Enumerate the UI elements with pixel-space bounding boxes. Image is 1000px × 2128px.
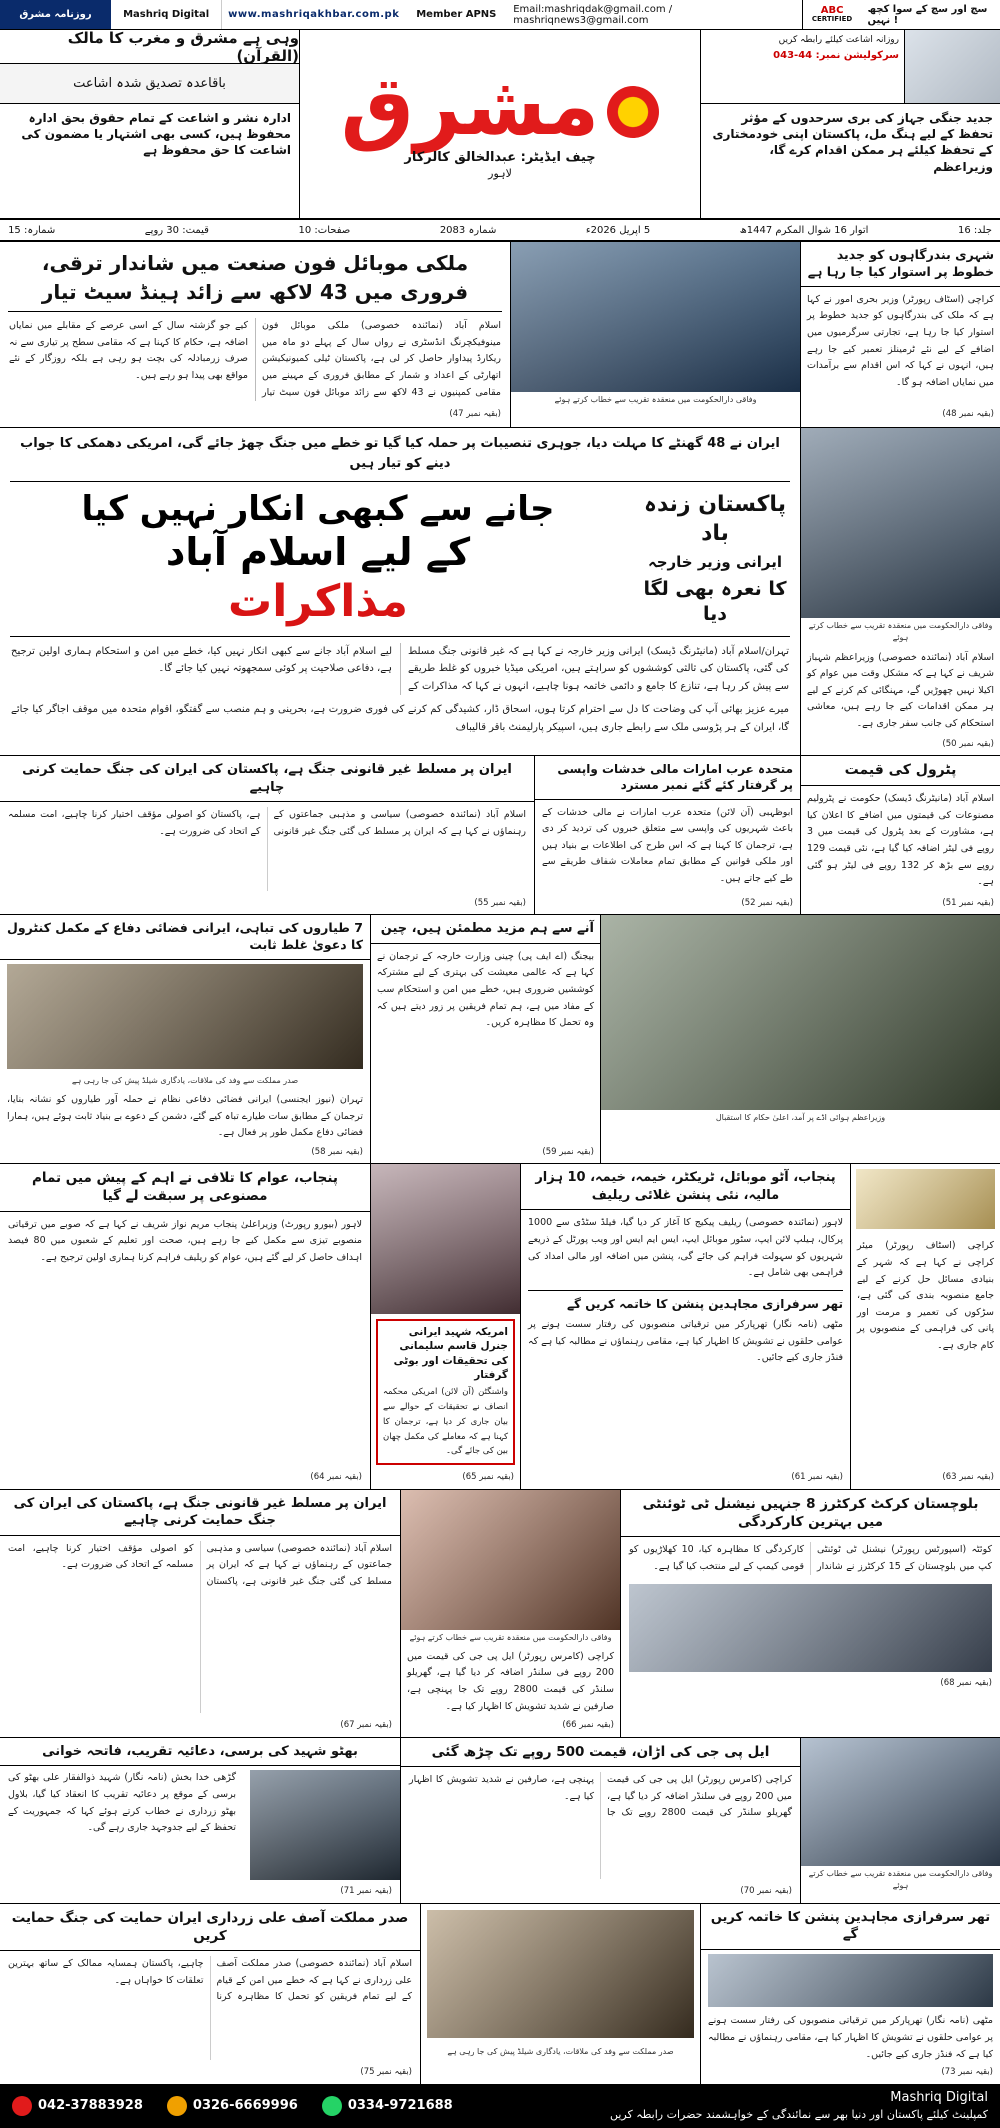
footer-bar [0,2084,1000,2128]
navy-headline: شہری بندرگاہوں کو جدید خطوط پر استوار کیا جا رہا ہے [801,242,1000,287]
meeting2-photo [427,1910,694,2038]
footer-brand: Mashriq Digital [890,2089,988,2105]
china-body: بیجنگ (اے ایف پی) چینی وزارت خارجہ کے ترجمان نے کہا ہے کہ عالمی معیشت کی بہتری کے لیے مشترکہ کوششیں ضروری ہیں، خطے میں امن و استحکام سب کے مفاد میں ہے، ہم تمام فریقین پر زور دیتے ہیں کہ وہ تحمل کا مظاہرہ کریں۔ [377,950,594,1029]
masthead [0,30,1000,220]
portrait-ref: (بقیہ نمبر 65) [462,1472,514,1483]
navy-body: کراچی (اسٹاف رپورٹر) وزیر بحری امور نے کہا ہے کہ ملک کی بندرگاہوں کو جدید خطوط پر استوار کیا جا رہا ہے، تجارتی سرگرمیوں میں اضافے کے لیے نئے ٹرمینلز تعمیر کیے جا رہے ہیں، انہوں نے کہا کہ اس اقدام سے برآمدات میں نمایاں اضافہ ہو گا۔ [807,293,994,388]
gulf-headline: ایران پر مسلط غیر قانونی جنگ ہے، پاکستان کی ایران کی جنگ حمایت کرنی چاہیے [0,756,534,802]
president-block [0,1904,420,2084]
mobile-industry-headline: ملکی موبائل فون صنعت میں شاندار ترقی، فروری میں 43 لاکھ سے زائد ہینڈ سیٹ تیار [41,251,469,304]
red-box-headline: امریکہ شہید ایرانی جنرل قاسم سلیمانی کی تحقیقات اور بوٹی گرفتار [393,1326,508,1381]
abc-line-2: CERTIFIED [811,15,853,24]
lead-slogan-3: کا نعرہ بھی لگا دیا [643,578,787,625]
uae-headline: متحدہ عرب امارات مالی خدشات واپسی پر گرفتار کئے گئے نمبر مسترد [535,756,800,799]
masthead-left [700,30,1000,218]
lead-side-ref: (بقیہ نمبر 50) [942,738,994,749]
conference-photo-caption: وفاقی دارالحکومت میں منعقدہ تقریب سے خطاب کرتے ہوئے [808,1868,993,1890]
abc-certified-badge [802,0,862,29]
iran-law-body: اسلام آباد (نمائندہ خصوصی) سیاسی و مذہبی جماعتوں کے رہنماؤں نے کہا ہے کہ ایران پر مسلط کی گئی جنگ غیر قانونی ہے، پاکستان کو اصولی مؤقف اختیار کرنا چاہیے، امت مسلمہ کے اتحاد کی ضرورت ہے۔ [8,1542,392,1588]
uae-body: ابوظہبی (آن لائن) متحدہ عرب امارات نے مالی خدشات کے باعث شہریوں کی واپسی سے متعلق خبروں کی تردید کر دی ہے، ترجمان کا کہنا ہے کہ اس طرح کی اطلاعات بے بنیاد ہیں اور ملکی قوانین کے مطابق تمام معاملات شفاف طریقے سے طے کیے جاتے ہیں۔ [542,806,793,884]
portrait-block [370,1164,520,1489]
bilawal-headline: بھٹو شہید کی برسی، دعائیہ تقریب، فاتحہ خوانی [0,1738,400,1767]
ceremony-photo-block [510,242,800,427]
tharparkar-block [700,1904,1000,2084]
tharparkar-ref: (بقیہ نمبر 73) [941,2067,993,2078]
balochistan-ref: (بقیہ نمبر 68) [940,1678,992,1689]
issue-number: شمارہ: 15 [8,224,56,236]
top-slogan: سچ اور سچ کے سوا کچھ نہیں ! [861,0,1000,29]
band-defence [0,242,1000,428]
top-bar [0,0,1000,30]
president-headline: صدر مملکت آصف علی زرداری ایران حمایت کی جنگ حمایت کریں [0,1904,420,1951]
phone-icon [12,2096,32,2116]
masthead-ad-phone: سرکولیشن نمبر: 44-043 [773,49,899,61]
band-mid-photos [0,915,1000,1164]
aircraft-headline: 7 طیاروں کی تباہی، ایرانی فضائی دفاع کے مکمل کنٹرول کا دعویٰ غلط ثابت [0,915,370,960]
lead-side-body: اسلام آباد (نمائندہ خصوصی) وزیراعظم شہباز شریف نے کہا ہے کہ مشکل وقت میں عوام کو اکیلا نہیں چھوڑیں گے، مہنگائی کم کرنے کے لیے ہر ممکن اقدامات کیے جا رہے ہیں، معاشی استحکام کی جانب سفر جاری ہے۔ [807,651,994,730]
masthead-center [300,30,700,218]
petrol-ref: (بقیہ نمبر 51) [942,897,994,908]
red-box-story [376,1319,515,1465]
balochistan-headline: بلوچستان کرکٹ کرکٹرز 8 جنہیں نیشنل ٹی ٹوئنٹی میں بہترین کارکردگی [621,1490,1000,1537]
relief-block [520,1164,850,1489]
relief-ad-block [850,1164,1000,1489]
lead-side-slogans [640,491,790,627]
red-box-body: واشنگٹن (آن لائن) امریکی محکمہ انصاف نے تحقیقات کے حوالے سے بیان جاری کر دیا ہے، ترجمان کا کہنا ہے کہ معاملے کی مکمل چھان بین کی جائے گی۔ [383,1386,508,1457]
email-link[interactable]: Email:mashriqdak@gmail.com / mashriqnews3@gmail.com [513,3,673,26]
tharparkar-headline: تھر سرفرازی مجاہدین پنشن کا خاتمہ کریں گے [701,1904,1000,1950]
meeting-photo [7,964,363,1069]
masthead-title: مشرق [340,59,600,155]
navy-ref: (بقیہ نمبر 48) [942,409,994,420]
aircraft-block [0,915,370,1163]
lead-slogan-1: پاکستان زندہ باد [644,492,786,546]
footer-note: کمپلینٹ کیلئے پاکستان اور دنیا بھر سے نمائندگی کے خواہشمند حضرات رابطہ کریں [609,2108,988,2122]
issue-hijri-date: اتوار 16 شوال المکرم 1447ھ [739,224,869,236]
band-four-stories [0,756,1000,915]
gulf-block [0,756,534,914]
lead-mega-headline [10,490,626,627]
sun-logo-icon [607,86,659,138]
aircraft-ref: (بقیہ نمبر 58) [311,1146,363,1157]
punjab-ref: (بقیہ نمبر 64) [310,1472,362,1483]
conference-photo [801,1738,1000,1866]
lead-slogan-2: ایرانی وزیر خارجہ [647,553,783,572]
arrival-photo [601,915,1000,1110]
punjab-headline: پنجاب، عوام کا تلافی نے اہم کے پیش میں تمام مصنوعی پر سبقت لے گیا [0,1164,370,1211]
mobile-industry-ref: (بقیہ نمبر 47) [449,409,501,420]
lead-headline-row [0,484,800,635]
issue-info-bar [0,220,1000,242]
meeting-photo-caption: صدر مملکت سے وفد کی ملاقات، یادگاری شیلڈ پیش کی جا رہی ہے [71,1075,299,1085]
issue-price: قیمت: 30 روپے [144,224,209,236]
masthead-mini-logo: روزنامہ مشرق [0,0,111,29]
footer-phone-1: 042-37883928 [38,2098,143,2114]
lpg-headline: ایل پی جی کی اڑان، قیمت 500 روپے تک چڑھ گئی [401,1738,800,1767]
masthead-ad-text [701,30,904,103]
masthead-ad-image [904,30,1000,103]
footer-note-block [598,2088,1000,2124]
tharparkar-body: مٹھی (نامہ نگار) تھرپارکر میں ترقیاتی منصوبوں کی رفتار سست ہونے پر عوامی حلقوں نے تشویش کا اظہار کیا ہے، مقامی رہنماؤں نے مطالبہ کیا ہے کہ فنڈز جاری کیے جائیں۔ [708,2015,993,2060]
issue-volume: جلد: 16 [957,224,992,236]
china-ref: (بقیہ نمبر 59) [542,1146,594,1157]
masthead-ad[interactable] [701,30,1000,104]
china-headline: آنے سے ہم مزید مطمئن ہیں، چین [371,915,600,944]
punjab-block [0,1164,370,1489]
president-ref: (بقیہ نمبر 75) [360,2067,412,2078]
meeting2-photo-block [420,1904,700,2084]
masthead-quran-slogan: وہی ہے مشرق و مغرب کا مالک (القرآن) [0,30,299,64]
band-bottom [0,1904,1000,2084]
petrol-headline: پٹرول کی قیمت [801,756,1000,786]
tharparkar-photo [708,1954,993,2008]
masthead-right-text: ادارہ نشر و اشاعت کے تمام حقوق بحق ادارہ محفوظ ہیں، کسی بھی اشتہار یا مضمون کی اشاعت کا حق محفوظ ہے [21,111,291,158]
footer-phone-2-item[interactable] [155,2096,310,2116]
lpg-block [400,1738,800,1903]
china-block [370,915,600,1163]
navy-story-block [800,242,1000,427]
balochistan-body: کوئٹہ (اسپورٹس رپورٹر) نیشنل ٹی ٹوئنٹی کپ میں بلوچستان کے 15 کرکٹرز نے شاندار کارکردگی کا مظاہرہ کیا، 10 کھلاڑیوں کو قومی کیمپ کے لیے منتخب کیا گیا ہے۔ [629,1544,992,1572]
petrol-block [800,756,1000,914]
president-body: اسلام آباد (نمائندہ خصوصی) صدر مملکت آصف علی زرداری نے کہا ہے کہ خطے میں امن کے قیام کے لیے تمام فریقین کو تحمل کا مظاہرہ کرنا چاہیے، پاکستان ہمسایہ ممالک کے ساتھ بہترین تعلقات کا خواہاں ہے۔ [8,1958,412,2003]
iran-law-block [0,1490,400,1737]
lead-overline: ایران نے 48 گھنٹے کا مہلت دیا، جوہری تنصیبات پر حملہ کیا گیا تو خطے میں جنگ چھڑ جائے گی، امریکی دھمکی کا جواب دینے کو تیار ہیں [20,435,780,472]
issue-pages: صفحات: 10 [298,224,351,236]
crowd-ref: (بقیہ نمبر 66) [562,1720,614,1731]
bilawal-body: گڑھی خدا بخش (نامہ نگار) شہید ذوالفقار علی بھٹو کی برسی کے موقع پر دعائیہ تقریب کا انعقاد کیا گیا، بلاول بھٹو زرداری نے خطاب کرتے ہوئے کہا کہ جمہوریت کے تحفظ کے لیے جدوجہد جاری رہے گی۔ [8,1772,236,1834]
lead-photo-column [800,428,1000,756]
masthead-city: لاہور [488,166,512,180]
abc-line-1: ABC [820,4,844,16]
website-link[interactable]: www.mashriqakhbar.com.pk [222,0,405,29]
bilawal-photo [250,1770,400,1880]
masthead-ad-line: روزانہ اشاعت کیلئے رابطہ کریں [778,35,899,45]
lpg-ref: (بقیہ نمبر 70) [740,1886,792,1897]
lead-body: تہران/اسلام آباد (مانیٹرنگ ڈیسک) ایرانی وزیر خارجہ نے کہا ہے کہ غیر قانونی جنگ مسلط کی گئی، پاکستان کی ثالثی کوششوں کو سراہتے ہیں، امریکی میڈیا خبروں کو غلط طریقے سے پیش کر رہا ہے، تنازع کا جامع و دائمی خاتمہ ہونا چاہیے، انہوں نے کہا کہ مذاکرات کے لیے اسلام آباد جانے سے کبھی انکار نہیں کیا، خطے میں امن و استحکام ہماری اولین ترجیح ہے، دفاعی صلاحیت پر کوئی سمجھوتہ نہیں کیا جائے گا۔ [11,645,789,692]
iran-law-ref: (بقیہ نمبر 67) [340,1720,392,1731]
crowd-photo-caption: وفاقی دارالحکومت میں منعقدہ تقریب سے خطاب کرتے ہوئے [409,1632,612,1642]
conference-photo-block [800,1738,1000,1903]
masthead-right [0,30,300,218]
iran-law-headline: ایران پر مسلط غیر قانونی جنگ ہے، پاکستان کی ایران کی جنگ حمایت کرنی چاہیے [0,1490,400,1536]
band-lpg [0,1738,1000,1904]
relief-sub-body: مٹھی (نامہ نگار) تھرپارکر میں ترقیاتی منصوبوں کی رفتار سست ہونے پر عوامی حلقوں نے تشویش کا اظہار کیا ہے، مقامی رہنماؤں نے مطالبہ کیا ہے کہ فنڈز جاری کیے جائیں۔ [528,1319,843,1364]
portrait-photo [371,1164,520,1314]
issue-serial: شمارہ 2083 [439,224,497,236]
whatsapp-icon [322,2096,342,2116]
mobile-industry-body: اسلام آباد (نمائندہ خصوصی) ملکی موبائل فون مینوفیکچرنگ انڈسٹری نے رواں سال کے پہلے دو ماہ میں ریکارڈ پیداوار حاصل کر لی ہے، پاکستان ٹیلی کمیونیکیشن اتھارٹی کے اعداد و شمار کے مطابق فروری کے مہینے میں مقامی کمپنیوں نے 43 لاکھ سے زائد موبائل فون سیٹ تیار کیے جو گزشتہ سال کے اسی عرصے کے مقابلے میں نمایاں اضافہ ہے، حکام کا کہنا ہے کہ مقامی سطح پر تیاری سے نہ صرف زرمبادلہ کی بچت ہو رہی ہے بلکہ روزگار کے نئے مواقع بھی پیدا ہو رہے ہیں۔ [9,320,501,398]
arrival-photo-caption: وزیراعظم ہوائی اڈے پر آمد، اعلیٰ حکام کا استقبال [715,1113,886,1123]
footer-whatsapp: 0334-9721688 [347,2098,453,2114]
relief-side-body: کراچی (اسٹاف رپورٹر) میئر کراچی نے کہا ہے کہ شہر کے بنیادی مسائل حل کرنے کے لیے جامع منصوبہ بندی کی گئی ہے، سڑکوں کی تعمیر و مرمت اور پانی کی فراہمی کے منصوبوں پر کام جاری ہے۔ [857,1240,994,1352]
relief-sub-headline: تھر سرفرازی مجاہدین پنشن کا خاتمہ کریں گے [567,1296,843,1311]
crowd-body: کراچی (کامرس رپورٹر) ایل پی جی کی قیمت میں 200 روپے فی سلنڈر اضافہ کر دیا گیا ہے، گھریلو سلنڈر کی قیمت 2800 روپے تک جا پہنچی ہے، صارفین نے شدید تشویش کا اظہار کیا ہے۔ [407,1650,614,1712]
relief-headline: پنجاب، آٹو موبائل، ٹریکٹر، خیمہ، خیمہ، 10 ہزار مالیہ، نئی پنشن غلائی ریلیف [521,1164,850,1210]
gulf-body: اسلام آباد (نمائندہ خصوصی) سیاسی و مذہبی جماعتوں کے رہنماؤں نے کہا ہے کہ ایران پر مسلط کی گئی جنگ غیر قانونی ہے، پاکستان کو اصولی مؤقف اختیار کرنا چاہیے، امت مسلمہ کے اتحاد کی ضرورت ہے۔ [8,809,526,837]
uae-ref: (بقیہ نمبر 52) [741,897,793,908]
band-relief [0,1164,1000,1490]
relief-body: لاہور (نمائندہ خصوصی) ریلیف پیکیج کا آغاز کر دیا گیا، فیلڈ سٹڈی سے 1000 پرکال، ہیلپ لائن ایپ، سٹور موبائل ایپ، ایس ایم ایس اور ویب پورٹل کے ذریعے شہریوں کو سہولت فراہم کی جائے گی، پنشن میں اضافہ اور مالی امداد کی فراہمی بھی شامل ہے۔ [528,1217,843,1279]
petrol-body: اسلام آباد (مانیٹرنگ ڈیسک) حکومت نے پٹرولیم مصنوعات کی قیمتوں میں اضافے کا اعلان کیا ہے، مشاورت کے بعد پٹرول کی قیمت میں 3 روپے فی لیٹر اضافہ کیا گیا ہے، نئی قیمت 129 روپے سے بڑھ کر 132 روپے فی لیٹر ہو گئی ہے۔ [807,793,994,888]
masthead-certified-note: باقاعدہ تصدیق شدہ اشاعت [0,64,299,104]
crowd-photo [401,1490,620,1630]
digital-label: Mashriq Digital [111,0,222,29]
aircraft-body: تہران (نیوز ایجنسی) ایرانی فضائی دفاعی نظام نے حملہ آور طیاروں کو نشانہ بنایا، ترجمان کے مطابق سات طیارے تباہ کیے گئے، دشمن کے دعوے بے بنیاد ثابت ہوئے ہیں، ہمارا فضائی دفاع مکمل طور پر فعال ہے۔ [7,1093,363,1139]
masthead-logo [340,59,660,155]
bilawal-ref: (بقیہ نمبر 71) [340,1886,392,1897]
balochistan-photo [629,1584,992,1672]
lead-photo [801,428,1000,618]
gulf-ref: (بقیہ نمبر 55) [474,897,526,908]
ceremony-photo [511,242,800,392]
apns-member: Member APNS [416,9,497,20]
masthead-editor: چیف ایڈیٹر: عبدالخالق کالرکار [404,149,596,165]
lead-line-2: کے لیے اسلام آباد [165,530,471,575]
relief-ref: (بقیہ نمبر 61) [791,1472,843,1483]
mobile-icon [167,2096,187,2116]
relief-logo-image [856,1169,995,1229]
ceremony-photo-caption: وفاقی دارالحکومت میں منعقدہ تقریب سے خطاب کرتے ہوئے [554,395,757,404]
lead-photo-caption: وفاقی دارالحکومت میں منعقدہ تقریب سے خطاب کرتے ہوئے [808,620,993,642]
bilawal-block [0,1738,400,1903]
footer-whatsapp-item[interactable] [310,2096,465,2116]
relief-side-ref: (بقیہ نمبر 63) [942,1472,994,1483]
lpg-body: کراچی (کامرس رپورٹر) ایل پی جی کی قیمت میں 200 روپے فی سلنڈر اضافہ کر دیا گیا ہے، گھریلو سلنڈر کی قیمت 2800 روپے تک جا پہنچی ہے، صارفین نے شدید تشویش کا اظہار کیا ہے۔ [409,1773,792,1819]
arrival-photo-block [600,915,1000,1163]
crowd-photo-block [400,1490,620,1737]
uae-block [534,756,800,914]
meeting2-photo-caption: صدر مملکت سے وفد کی ملاقات، یادگاری شیلڈ پیش کی جا رہی ہے [447,2046,674,2056]
lead-body-2: میرے عزیز بھائی آپ کی وضاحت کا دل سے احترام کرتا ہوں، اسحاق ڈار، کشیدگی کم کرنے کی فوری ضرورت ہے، بحرینی و ہم منصب سے گفتگو، اقوام متحدہ میں موقف اجاگر کیا جائے گا، ایران کے ہر پڑوسی ملک سے رابطے جاری ہیں، اسپیکر پارلیمنٹ باقر قالیباف [11,704,789,733]
footer-phone-1-item[interactable] [0,2096,155,2116]
balochistan-block [620,1490,1000,1737]
footer-phone-2: 0326-6669996 [192,2098,298,2114]
issue-gregorian-date: 5 اپریل 2026ء [585,224,651,236]
mobile-industry-block [0,242,510,427]
lead-line-3: جانے سے کبھی انکار نہیں کیا [81,489,555,530]
band-lead [0,428,1000,757]
masthead-left-headline: جدید جنگی جہاز کی بری سرحدوں کے مؤثر تحفظ کے لیے ہنگ مل، پاکستان اپنی خودمختاری کے تحفظ کیلئے ہر ممکن اقدام کرے گا، وزیراعظم [712,111,993,174]
band-balochistan [0,1490,1000,1738]
lead-line-1: مذاکرات [228,575,408,627]
lead-main [0,428,800,756]
punjab-body: لاہور (بیورو رپورٹ) وزیراعلیٰ پنجاب مریم نواز شریف نے کہا ہے کہ صوبے میں ترقیاتی منصوبے تیزی سے مکمل کیے جا رہے ہیں، صحت اور تعلیم کے شعبوں میں 80 فیصد اہداف حاصل کر لیے گئے ہیں، عوام کو ریلیف فراہم کرنا ہماری اولین ترجیح ہے۔ [8,1218,362,1263]
